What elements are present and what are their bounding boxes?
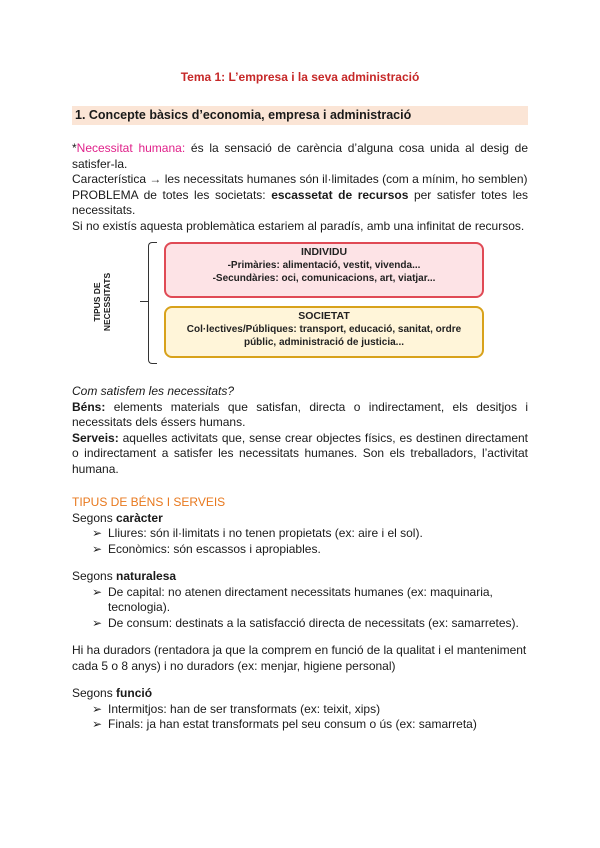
list-item-text: Finals: ja han estat transformats pel seu consum o ús (ex: samarreta) xyxy=(108,717,477,731)
list-item xyxy=(92,542,528,558)
right-arrow-icon: → xyxy=(149,172,162,186)
naturalesa-prefix: Segons xyxy=(72,569,117,583)
list-item xyxy=(92,616,528,632)
diagram-side-label xyxy=(92,273,112,331)
types-heading: TIPUS DE BÉNS I SERVEIS xyxy=(72,495,226,509)
need-definition xyxy=(72,141,528,172)
individu-line2: -Secundàries: oci, comunicacions, art, viatjar... xyxy=(212,273,436,284)
asterisk: * xyxy=(72,141,77,155)
caracter-list xyxy=(72,526,528,557)
brace-tick xyxy=(140,301,148,302)
societat-line1: Col·lectives/Públiques: transport, educació, sanitat, ordre xyxy=(186,324,462,335)
bens-text: elements materials que satisfan, directa o indirectament, els desitjos i necessitats dels éssers humans. xyxy=(72,399,528,429)
arrow-bullet-icon: ➢ xyxy=(92,526,103,540)
problem-bold: escassetat de recursos xyxy=(271,187,409,202)
caracter-bold: caràcter xyxy=(116,510,163,525)
serveis-label: Serveis: xyxy=(72,430,119,445)
durables-paragraph: Hi ha duradors (rentadora ja que la comprem en funció de la qualitat i el manteniment cada 5 o 8 anys) i no duradors (ex: menjar, higiene personal) xyxy=(72,643,527,673)
list-item-text: De capital: no atenen directament necessitats humanes (ex: maquinaria, tecnologia). xyxy=(108,584,493,614)
paradise-line: Si no existís aquesta problemàtica estariem al paradís, amb una infinitat de recursos. xyxy=(72,218,525,233)
need-def: és la sensació de carència d’alguna cosa unida al desig de satisfer-la. xyxy=(72,141,528,171)
naturalesa-list xyxy=(72,585,528,632)
arrow-bullet-icon: ➢ xyxy=(92,541,103,556)
section-heading: 1. Concepte bàsics d’economia, empresa i administració xyxy=(72,106,528,126)
list-item-text: Intermitjos: han de ser transformats (ex: teixit, xips) xyxy=(108,701,381,716)
serveis-definition xyxy=(72,431,528,478)
individu-line1: -Primàries: alimentació, vestit, vivenda... xyxy=(227,260,421,271)
funcio-list xyxy=(72,702,528,733)
bens-definition xyxy=(72,400,528,431)
caracter-prefix: Segons xyxy=(72,510,117,525)
individu-box xyxy=(164,242,484,298)
arrow-bullet-icon: ➢ xyxy=(92,584,103,599)
funcio-bold: funció xyxy=(116,686,153,700)
serveis-text: aquelles activitats que, sense crear objectes físics, es destinen directament o indirectament a satisfer les necessitats humanes. Son els treballadors, l’activitat humana. xyxy=(72,430,528,476)
societat-box xyxy=(164,306,484,358)
problem-rest: per satisfer totes les necessitats. xyxy=(72,187,529,217)
individu-heading: INDIVIDU xyxy=(300,246,348,258)
list-item xyxy=(92,717,528,733)
brace-bracket xyxy=(148,242,157,364)
need-term: Necessitat humana: xyxy=(76,141,186,155)
arrow-bullet-icon: ➢ xyxy=(92,615,103,630)
funcio-heading xyxy=(72,686,528,702)
naturalesa-bold: naturalesa xyxy=(116,569,177,583)
document-title: Tema 1: L’empresa i la seva administració xyxy=(180,70,420,84)
funcio-prefix: Segons xyxy=(72,686,117,700)
characteristic-text: les necessitats humanes són il·limitades (com a mínim, ho semblen) xyxy=(161,172,528,186)
list-item xyxy=(92,526,528,542)
satisfy-question: Com satisfem les necessitats? xyxy=(72,384,235,398)
list-item-text: Econòmics: són escassos i apropiables. xyxy=(108,541,321,556)
list-item-text: De consum: destinats a la satisfacció directa de necessitats (ex: samarretes). xyxy=(108,615,519,630)
problem-label: PROBLEMA de totes les societats: xyxy=(72,187,272,202)
bens-label: Béns: xyxy=(72,399,106,414)
arrow-bullet-icon: ➢ xyxy=(92,717,103,731)
characteristic-label: Característica xyxy=(72,172,147,186)
naturalesa-heading xyxy=(72,569,528,585)
list-item xyxy=(92,702,528,718)
needs-diagram xyxy=(72,242,528,362)
problem-line xyxy=(72,188,528,219)
arrow-bullet-icon: ➢ xyxy=(92,701,103,716)
societat-heading: SOCIETAT xyxy=(298,310,350,322)
list-item-text: Lliures: són il·limitats i no tenen propietats (ex: aire i el sol). xyxy=(108,526,423,540)
characteristic-line xyxy=(72,172,528,188)
societat-line2: públic, administració de justicia... xyxy=(243,337,405,348)
document-page xyxy=(72,70,528,733)
caracter-heading xyxy=(72,511,528,527)
list-item xyxy=(92,585,528,616)
side-label-line1: TIPUS DE xyxy=(92,282,102,322)
side-label-line2: NECESSITATS xyxy=(102,272,112,332)
